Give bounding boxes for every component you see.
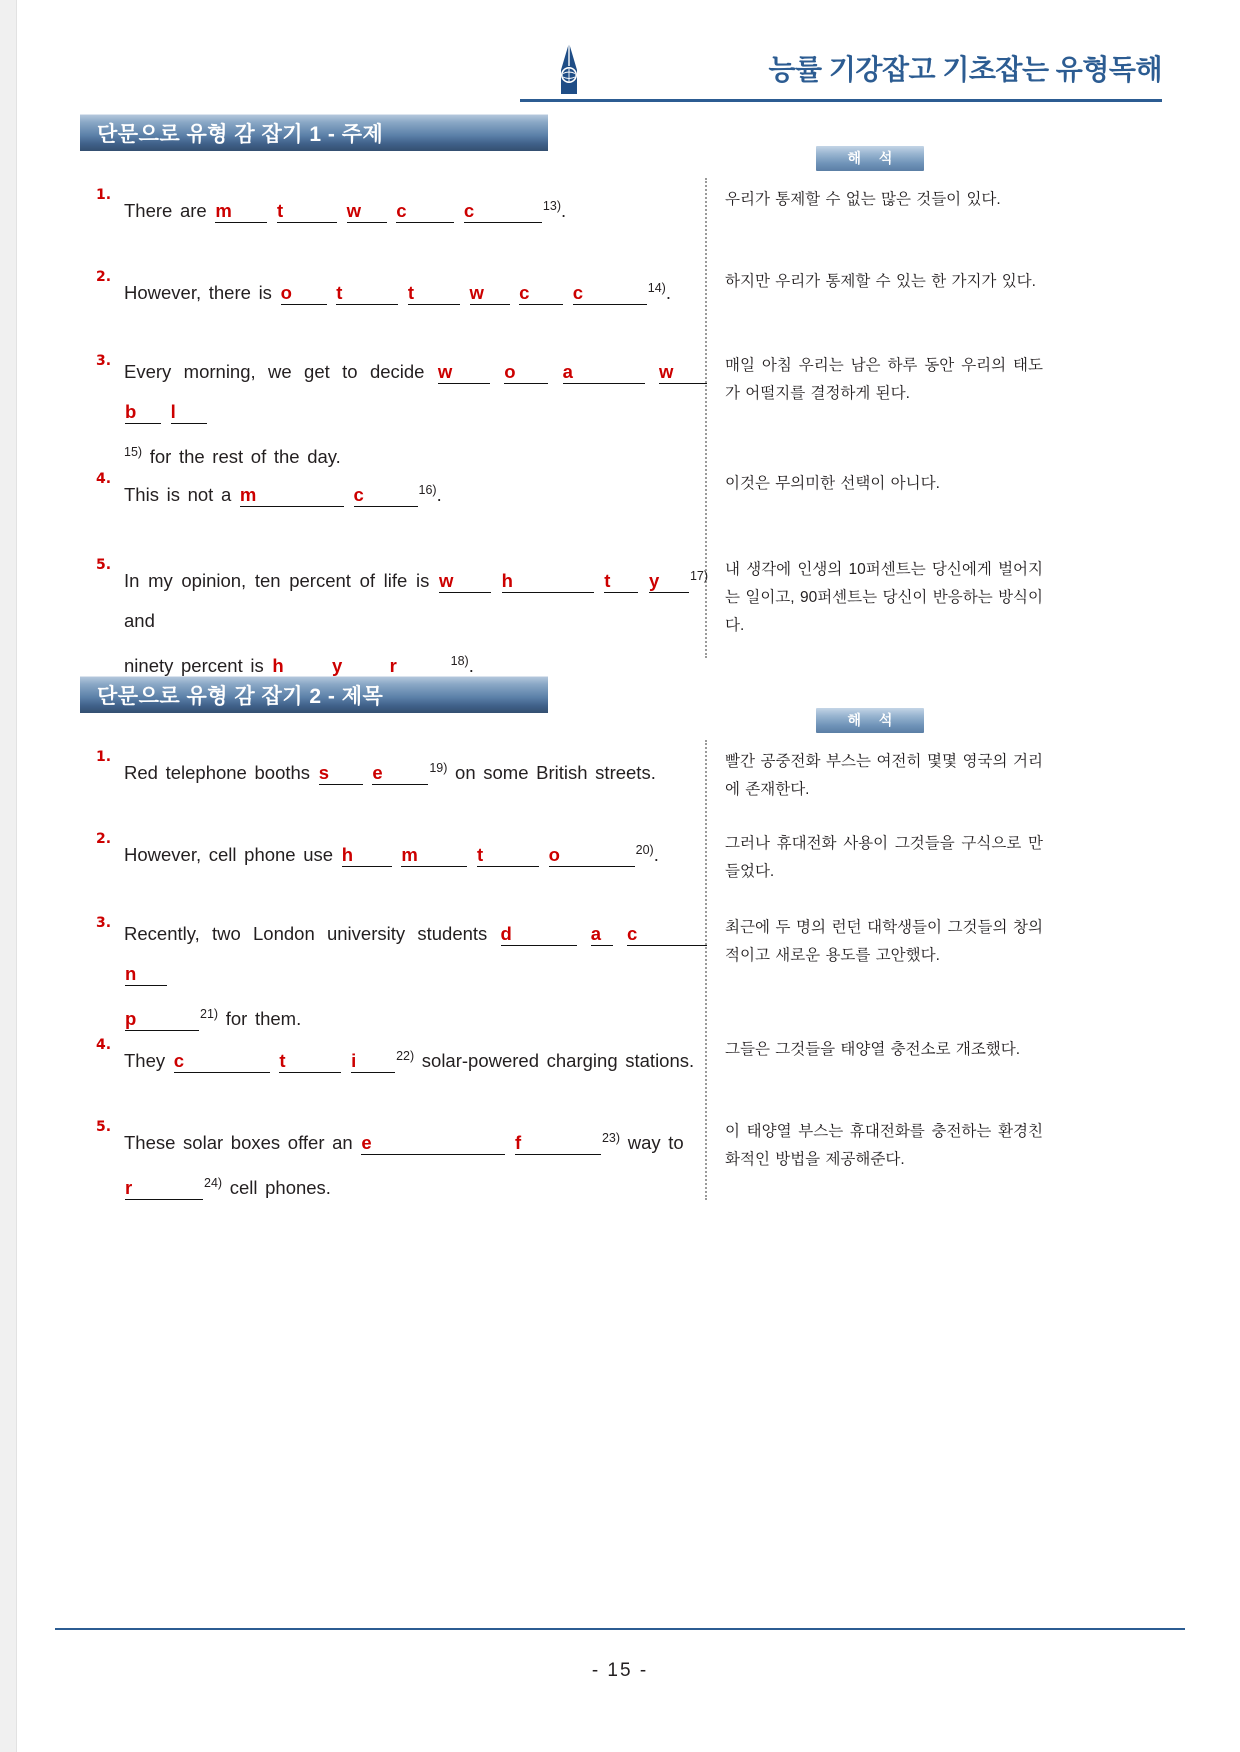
translation-text: 최근에 두 명의 런던 대학생들이 그것들의 창의적이고 새로운 용도를 고안했다.	[725, 919, 1043, 964]
section-header-band-1	[80, 114, 548, 151]
translation-text: 빨간 공중전화 부스는 여전히 몇몇 영국의 거리에 존재한다.	[725, 753, 1043, 798]
page-header	[80, 44, 1162, 106]
answer-blank[interactable]: e	[361, 1132, 505, 1155]
question-body: Recently, two London university students d a c n p $^{21)}$ for them.	[124, 914, 708, 1039]
question-body: They c t i $^{22)}$ solar-powered charging stations.	[124, 1049, 695, 1072]
translation-text: 매일 아침 우리는 남은 하루 동안 우리의 태도가 어떨지를 결정하게 된다.	[725, 357, 1043, 402]
page-number: - 15 -	[591, 1660, 649, 1681]
answer-blank[interactable]: l	[171, 401, 207, 424]
footnote-ref: 20)	[635, 843, 654, 857]
answer-blank[interactable]: t	[604, 570, 638, 593]
answer-blank[interactable]: a	[591, 923, 613, 946]
answer-blank[interactable]: y	[332, 655, 380, 678]
question-item	[96, 1118, 708, 1208]
section-title-1: 단문으로 유형 감 잡기 1 - 주제	[97, 122, 384, 146]
answer-blank[interactable]: c	[396, 200, 454, 223]
translation-text: 그러나 휴대전화 사용이 그것들을 구식으로 만들었다.	[725, 835, 1043, 880]
answer-blank[interactable]: t	[408, 282, 460, 305]
page-left-edge	[0, 0, 17, 1752]
answer-blank[interactable]: t	[277, 200, 337, 223]
footnote-ref: 17)	[689, 569, 709, 583]
question-item	[96, 268, 708, 313]
answer-blank[interactable]: s	[319, 762, 363, 785]
translation-text: 우리가 통제할 수 없는 많은 것들이 있다.	[725, 191, 1001, 208]
footnote-ref: 15)	[124, 445, 143, 459]
answer-blank[interactable]: e	[372, 762, 428, 785]
question-body: Red telephone booths s e $^{19)}$ on some British streets.	[124, 761, 656, 784]
answer-blank[interactable]: c	[573, 282, 647, 305]
translation-text: 이것은 무의미한 선택이 아니다.	[725, 475, 940, 492]
answer-blank[interactable]: y	[649, 570, 689, 593]
question-body: This is not a m c $^{16)}$.	[124, 483, 442, 506]
answer-blank[interactable]: a	[563, 361, 645, 384]
footnote-ref: 24)	[204, 1176, 223, 1191]
question-number: 5.	[96, 557, 112, 573]
answer-blank[interactable]: i	[351, 1050, 395, 1073]
answer-blank[interactable]: r	[125, 1177, 203, 1200]
answer-blank[interactable]: h	[342, 844, 392, 867]
question-item	[96, 556, 708, 686]
fountain-pen-nib-icon	[548, 42, 590, 104]
footnote-ref: 22)	[396, 1049, 415, 1063]
question-item	[96, 470, 708, 515]
translation-badge-label-1: 해 석	[847, 150, 900, 166]
answer-blank[interactable]: o	[549, 844, 635, 867]
footnote-ref: 23)	[601, 1131, 621, 1145]
header-divider-rule	[520, 99, 1162, 102]
question-body: Every morning, we get to decide w o a w b l $^{15)}$ for the rest of the day.	[124, 352, 708, 477]
question-item	[96, 352, 708, 477]
section-title-2: 단문으로 유형 감 잡기 2 - 제목	[97, 684, 384, 708]
question-number: 1.	[96, 187, 112, 203]
answer-blank[interactable]: h	[272, 655, 322, 678]
answer-blank[interactable]: f	[515, 1132, 601, 1155]
answer-blank[interactable]: h	[502, 570, 594, 593]
translation-badge-label-2: 해 석	[847, 712, 900, 728]
question-number: 2.	[96, 831, 112, 847]
question-number: 5.	[96, 1119, 112, 1135]
answer-blank[interactable]: c	[464, 200, 542, 223]
question-body: These solar boxes offer an e f $^{23)}$ way to r $^{24)}$ cell phones.	[124, 1131, 684, 1199]
question-body: However, cell phone use h m t o $^{20)}$.	[124, 843, 659, 866]
answer-blank[interactable]: o	[504, 361, 548, 384]
answer-blank[interactable]: w	[470, 282, 510, 305]
answer-blank[interactable]: c	[354, 484, 418, 507]
answer-blank[interactable]: t	[477, 844, 539, 867]
question-body: There are m t w c c $^{13)}$.	[124, 199, 567, 222]
footnote-ref: 18)	[450, 654, 469, 669]
question-number: 1.	[96, 749, 112, 765]
answer-blank[interactable]: n	[125, 963, 167, 986]
footnote-ref: 13)	[542, 199, 561, 213]
answer-blank[interactable]: t	[336, 282, 398, 305]
section-header-band-2	[80, 676, 548, 713]
answer-blank[interactable]: c	[519, 282, 563, 305]
answer-blank[interactable]: m	[401, 844, 467, 867]
footnote-ref: 14)	[647, 281, 666, 295]
answer-blank[interactable]: c	[174, 1050, 270, 1073]
translation-text: 하지만 우리가 통제할 수 있는 한 가지가 있다.	[725, 273, 1036, 290]
answer-blank[interactable]: m	[215, 200, 267, 223]
answer-blank[interactable]: w	[438, 361, 490, 384]
question-body: However, there is o t t w c c $^{14)}$.	[124, 281, 671, 304]
footnote-ref: 21)	[200, 1007, 219, 1021]
question-item	[96, 830, 708, 875]
question-number: 3.	[96, 353, 112, 369]
translation-text: 이 태양열 부스는 휴대전화를 충전하는 환경친화적인 방법을 제공해준다.	[725, 1123, 1043, 1168]
answer-blank[interactable]: p	[125, 1008, 199, 1031]
translation-text: 내 생각에 인생의 10퍼센트는 당신에게 벌어지는 일이고, 90퍼센트는 당신이 반응하는 방식이다.	[725, 561, 1043, 634]
question-item	[96, 748, 708, 793]
question-body: In my opinion, ten percent of life is w h t y $^{17)}$ and ninety percent is h y r $^{18)}$.	[124, 569, 709, 677]
question-item	[96, 186, 708, 231]
question-number: 4.	[96, 471, 112, 487]
answer-blank[interactable]: t	[279, 1050, 341, 1073]
question-item	[96, 914, 708, 1039]
translation-badge-2	[816, 708, 924, 733]
answer-blank[interactable]: w	[659, 361, 707, 384]
answer-blank[interactable]: c	[627, 923, 707, 946]
answer-blank[interactable]: w	[439, 570, 491, 593]
question-item	[96, 1036, 708, 1081]
question-number: 3.	[96, 915, 112, 931]
answer-blank[interactable]: o	[281, 282, 327, 305]
answer-blank[interactable]: b	[125, 401, 161, 424]
question-number: 2.	[96, 269, 112, 285]
answer-blank[interactable]: d	[501, 923, 577, 946]
footer-divider-rule	[55, 1628, 1185, 1630]
answer-blank[interactable]: w	[347, 200, 387, 223]
answer-blank[interactable]: r	[390, 655, 450, 678]
brand-title: 능률 기강잡고 기초잡는 유형독해	[768, 54, 1162, 85]
question-number: 4.	[96, 1037, 112, 1053]
translation-text: 그들은 그것들을 태양열 충전소로 개조했다.	[725, 1041, 1021, 1058]
footnote-ref: 19)	[429, 761, 448, 775]
answer-blank[interactable]: m	[240, 484, 344, 507]
footnote-ref: 16)	[418, 483, 437, 497]
translation-badge-1	[816, 146, 924, 171]
